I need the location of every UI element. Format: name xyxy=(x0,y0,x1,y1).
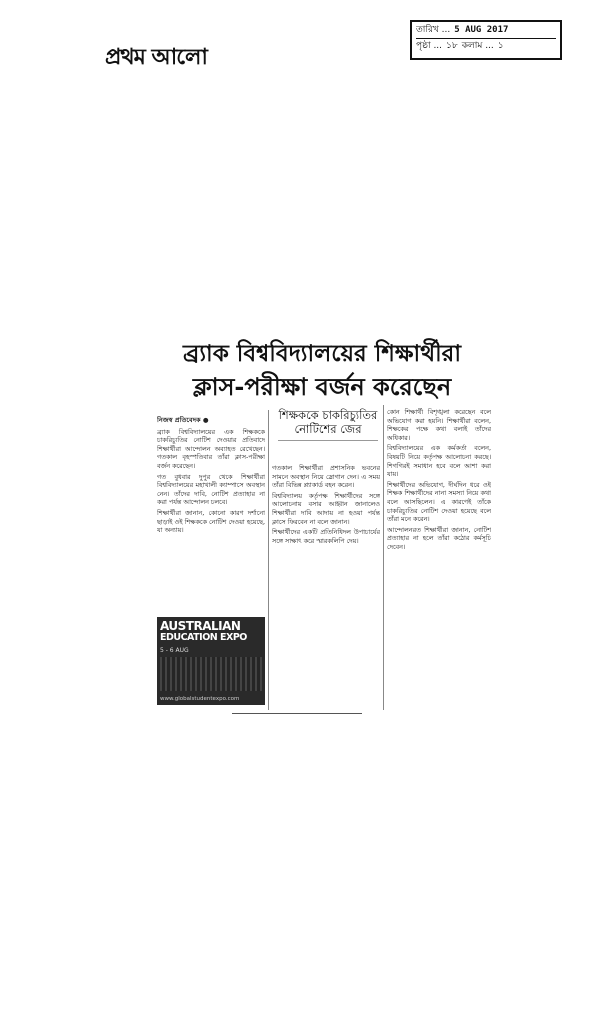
ad-details: 5 - 6 AUG xyxy=(160,647,189,654)
stamp-column-value: ১ xyxy=(497,40,504,51)
article-end-rule xyxy=(232,713,362,714)
article-paragraph: বিশ্ববিদ্যালয় কর্তৃপক্ষ শিক্ষার্থীদের সঙ্গে আলোচনায় বসার আহ্বান জানালেও শিক্ষার্থীরা দাবি আদায় না হওয়া পর্যন্ত ক্লাসে ফিরবেন না বলে জানান। xyxy=(272,491,380,526)
article-paragraph: আন্দোলনরত শিক্ষার্থীরা জানান, নোটিশ প্রত্যাহার না হলে তাঁরা কঠোর কর্মসূচি দেবেন। xyxy=(387,525,491,551)
headline-line-1: ব্র্যাক বিশ্ববিদ্যালয়ের শিক্ষার্থীরা xyxy=(183,340,461,367)
education-expo-ad xyxy=(157,617,265,705)
article-paragraph: শিক্ষার্থীরা জানান, কোনো কারণ দর্শানো ছাড়াই ওই শিক্ষককে নোটিশ দেওয়া হয়েছে, যা অন্যায়। xyxy=(157,508,265,535)
article-headline xyxy=(152,337,492,403)
ad-title-line-1: AUSTRALIAN xyxy=(160,619,241,633)
article-paragraph: গত বুধবার দুপুর থেকে শিক্ষার্থীরা বিশ্ববিদ্যালয়ের মহাখালী ক্যাম্পাসে অবস্থান নেন। তাঁদের দাবি, নোটিশ প্রত্যাহার না করা পর্যন্ত আন্দোলন চলবে। xyxy=(157,472,265,507)
column-divider xyxy=(383,405,384,710)
ad-image xyxy=(160,657,262,691)
article-column-2 xyxy=(272,464,380,709)
ad-title-line-2: EDUCATION EXPO xyxy=(160,632,247,643)
column-divider xyxy=(268,410,269,710)
article-paragraph: বিশ্ববিদ্যালয়ের এক কর্মকর্তা বলেন, বিষয়টি নিয়ে কর্তৃপক্ষ আলোচনা করছে। শিগগিরই সমাধান হবে বলে আশা করা যায়। xyxy=(387,444,491,479)
article-column-1 xyxy=(157,416,265,616)
archive-stamp xyxy=(410,20,562,60)
article-paragraph: শিক্ষার্থীদের একটি প্রতিনিধিদল উপাচার্যের সঙ্গে সাক্ষাৎ করে স্মারকলিপি দেয়। xyxy=(272,528,380,545)
article-paragraph: কোন শিক্ষার্থী বিশৃঙ্খলা করেছেন বলে অভিযোগ করা হয়নি। শিক্ষার্থীরা বলেন, শিক্ষকের পক্ষে কথা বলাই তাঁদের অধিকার। xyxy=(387,408,491,442)
headline-line-2: ক্লাস-পরীক্ষা বর্জন করেছেন xyxy=(192,372,452,401)
stamp-page-label: পৃষ্ঠা ... xyxy=(416,40,443,51)
article-byline: নিজস্ব প্রতিবেদক ● xyxy=(157,416,209,424)
stamp-column-label: কলাম ... xyxy=(461,40,494,51)
article-paragraph: শিক্ষার্থীদের অভিযোগ, দীর্ঘদিন ধরে ওই শিক্ষক শিক্ষার্থীদের নানা সমস্যা নিয়ে কথা বলে আসছিলেন। এ কারণেই তাঁকে চাকরিচ্যুতির নোটিশ দেওয়া হয়েছে বলে তাঁরা মনে করেন। xyxy=(387,480,491,524)
stamp-date-value: 5 AUG 2017 xyxy=(454,25,509,35)
article-subhead: শিক্ষককে চাকরিচ্যুতির নোটিশের জের xyxy=(278,408,378,441)
stamp-page-value: ১৮ xyxy=(446,40,458,51)
newspaper-masthead: প্রথম আলো xyxy=(105,44,207,70)
article-paragraph: গতকাল শিক্ষার্থীরা প্রশাসনিক ভবনের সামনে অবস্থান নিয়ে স্লোগান দেন। এ সময় তাঁরা বিভিন্ন প্ল্যাকার্ড বহন করেন। xyxy=(272,464,380,490)
ad-website: www.globalstudentexpo.com xyxy=(160,696,240,702)
article-column-3 xyxy=(387,408,491,708)
stamp-date-label: তারিখ ... xyxy=(416,25,451,35)
article-paragraph: ব্র্যাক বিশ্ববিদ্যালয়ের এক শিক্ষককে চাকরিচ্যুতির নোটিশ দেওয়ার প্রতিবাদে শিক্ষার্থীরা আন্দোলন অব্যাহত রেখেছেন। গতকাল বৃহস্পতিবার তাঁরা ক্লাস-পরীক্ষা বর্জন করেছেন। xyxy=(157,427,265,470)
